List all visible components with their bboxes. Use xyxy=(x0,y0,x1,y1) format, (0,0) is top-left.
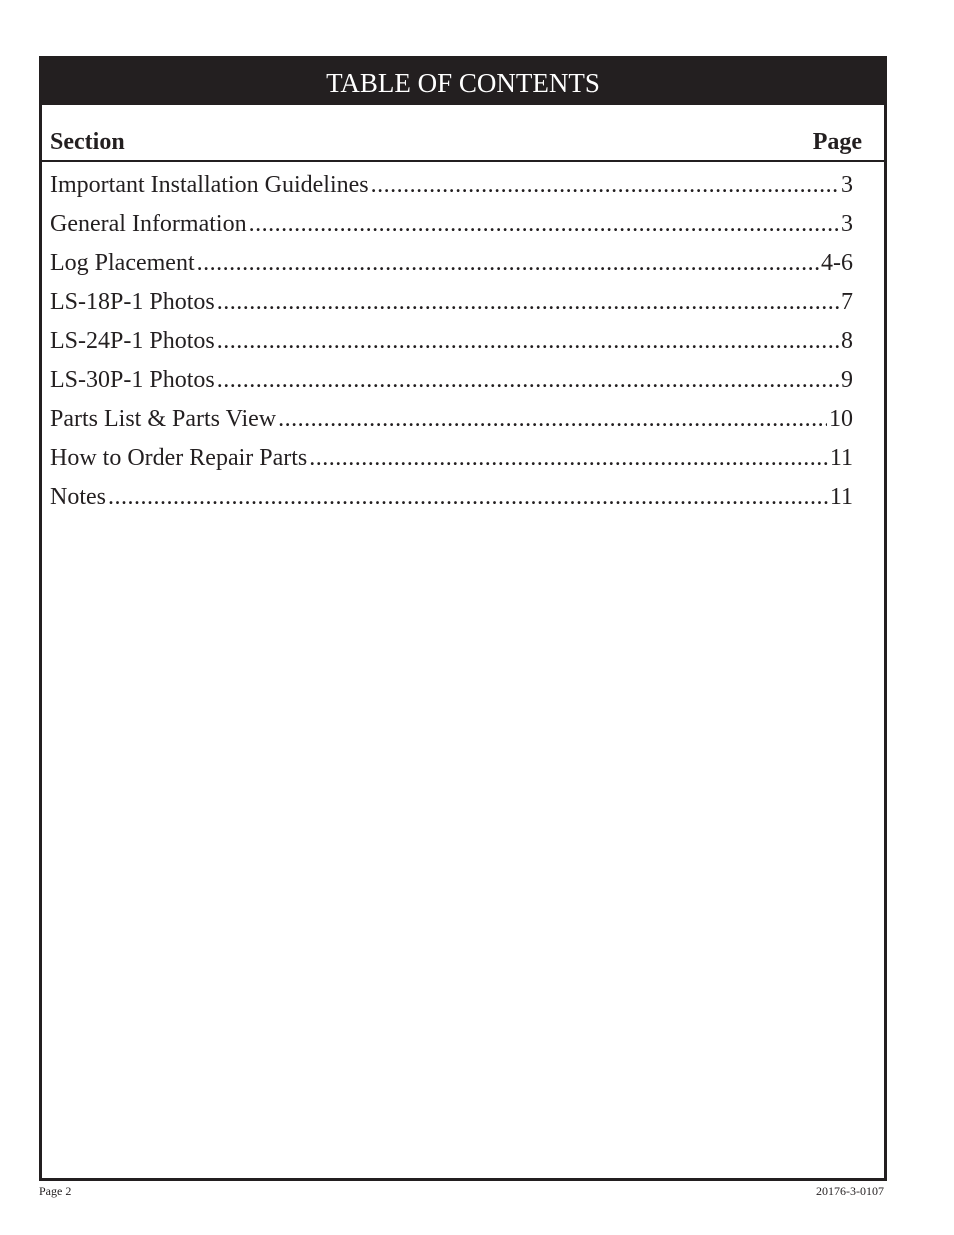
dot-leader xyxy=(217,289,839,316)
toc-entry-page: 11 xyxy=(829,445,853,471)
toc-entry-page: 7 xyxy=(841,289,853,315)
toc-entry-label: Parts List & Parts View xyxy=(50,406,277,432)
section-column-header: Section xyxy=(50,129,125,155)
toc-entry-page: 3 xyxy=(841,211,853,237)
page-title: TABLE OF CONTENTS xyxy=(42,59,884,105)
toc-entry[interactable] xyxy=(50,406,853,445)
toc-entry[interactable] xyxy=(50,367,853,406)
toc-entry[interactable] xyxy=(50,172,853,211)
toc-list xyxy=(50,172,853,523)
toc-entry-label: Important Installation Guidelines xyxy=(50,172,369,198)
toc-entry-page: 10 xyxy=(829,406,853,432)
footer-page-number: Page 2 xyxy=(39,1184,72,1198)
toc-entry-label: Log Placement xyxy=(50,250,195,276)
dot-leader xyxy=(249,211,839,238)
dot-leader xyxy=(217,367,839,394)
toc-entry-page: 11 xyxy=(829,484,853,510)
toc-entry-page: 9 xyxy=(841,367,853,393)
document-frame xyxy=(39,56,887,1181)
dot-leader xyxy=(278,406,827,433)
toc-entry-label: LS-18P-1 Photos xyxy=(50,289,215,315)
dot-leader xyxy=(371,172,839,199)
dot-leader xyxy=(197,250,819,277)
dot-leader xyxy=(108,484,828,511)
toc-entry-label: How to Order Repair Parts xyxy=(50,445,308,471)
column-header-row xyxy=(42,105,884,162)
toc-entry-label: LS-24P-1 Photos xyxy=(50,328,215,354)
toc-entry-label: LS-30P-1 Photos xyxy=(50,367,215,393)
toc-entry[interactable] xyxy=(50,289,853,328)
page-column-header: Page xyxy=(812,129,862,155)
toc-entry-page: 3 xyxy=(841,172,853,198)
toc-entry-page: 4-6 xyxy=(821,250,853,276)
toc-entry-page: 8 xyxy=(841,328,853,354)
toc-entry[interactable] xyxy=(50,445,853,484)
dot-leader xyxy=(217,328,839,355)
toc-entry[interactable] xyxy=(50,484,853,523)
toc-entry[interactable] xyxy=(50,211,853,250)
toc-entry-label: General Information xyxy=(50,211,247,237)
toc-entry-label: Notes xyxy=(50,484,106,510)
footer-document-code: 20176-3-0107 xyxy=(816,1184,884,1198)
dot-leader xyxy=(309,445,828,472)
toc-entry[interactable] xyxy=(50,250,853,289)
toc-entry[interactable] xyxy=(50,328,853,367)
